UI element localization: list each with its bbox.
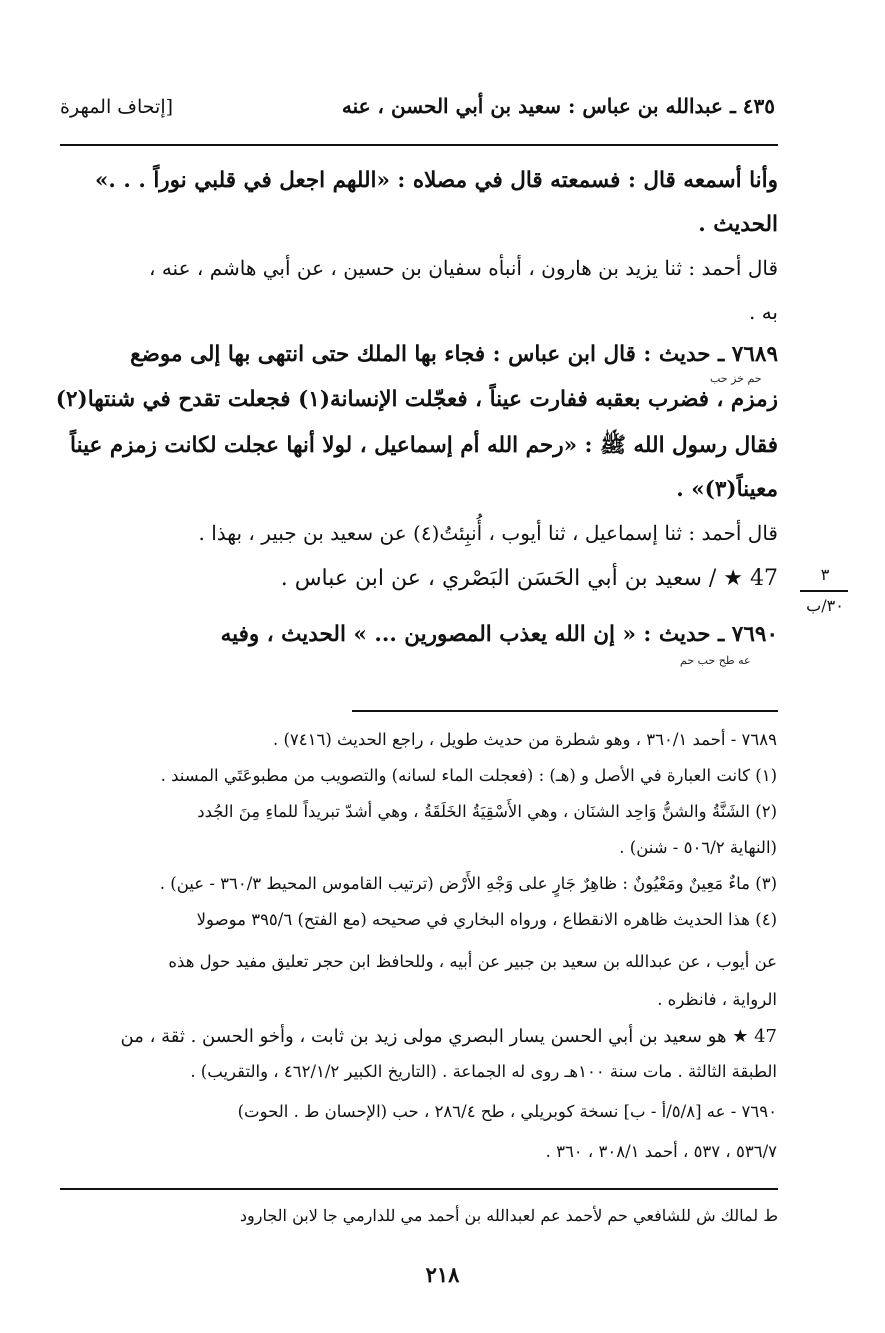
- abbreviation-legend: ط لمالك ش للشافعي حم لأحمد عم لعبدالله بن أحمد مي للدارمي جا لابن الجارود: [239, 1206, 778, 1225]
- main-text: [55, 0, 778, 700]
- footnote-line: ٧٦٩٠ - عه [٥/٨/أ - ب] نسخة كوبريلي ، طح ٢٨٦/٤ ، حب (الإحسان ط . الحوت): [237, 1102, 777, 1121]
- margin-note-bottom: ٣٠/ب: [806, 596, 844, 615]
- footnote-line: الطبقة الثالثة . مات سنة ١٠٠هـ روى له الجماعة . (التاريخ الكبير ٤٦٢/١/٢ ، والتقريب) .: [190, 1062, 777, 1081]
- running-header-title: ٤٣٥ ـ عبدالله بن عباس : سعيد بن أبي الحسن ، عنه: [341, 94, 775, 118]
- body-line: قال أحمد : ثنا يزيد بن هارون ، أنبأه سفيان بن حسين ، عن أبي هاشم ، عنه ،: [149, 256, 778, 280]
- body-line: قال أحمد : ثنا إسماعيل ، ثنا أيوب ، أُنبِئتُ(٤) عن سعيد بن جبير ، بهذا .: [198, 521, 778, 545]
- body-line: به .: [748, 300, 778, 324]
- footnote-line: الرواية ، فانظره .: [657, 990, 777, 1009]
- footnote-rule: [352, 710, 778, 712]
- source-mark: عه طح حب حم: [680, 654, 751, 667]
- body-line: معيناً(٣)» .: [676, 477, 778, 502]
- narrator-heading: 47 ★ / سعيد بن أبي الحَسَن البَصْري ، عن ابن عباس .: [280, 566, 778, 591]
- margin-note-top: ٣: [820, 565, 830, 584]
- footnote-line: (النهاية ٥٠٦/٢ - شنن) .: [619, 838, 777, 857]
- footnote-line: (٣) ماءٌ مَعِينٌ ومَعْيُونٌ : ظاهِرٌ جَارٍ على وَجْهِ الأَرْض (ترتيب القاموس المحيط ٣٦٠/٣ - عين) .: [159, 874, 777, 893]
- legend-rule: [60, 1188, 778, 1190]
- body-line: الحديث .: [698, 212, 778, 237]
- body-line: زمزم ، فضرب بعقبه ففارت عيناً ، فعجّلت الإنسانة(١) فجعلت تقدح في شنتها(٢): [55, 387, 778, 412]
- body-line: وأنا أسمعه قال : فسمعته قال في مصلاه : «اللهم اجعل في قلبي نوراً . . .»: [94, 168, 778, 193]
- page-number: ٢١٨: [425, 1262, 460, 1287]
- footnote-line: (٢) الشَنَّةُ والشنُّ وَاحِد الشنَان ، وهي الأَسْقِيَةُ الخَلَقَةُ ، وهي أشدّ تبريداً للماءِ مِنَ الجُدد: [197, 802, 777, 821]
- footnote-line: ٥٣٦/٧ ، ٥٣٧ ، أحمد ٣٠٨/١ ، ٣٦٠ .: [545, 1142, 777, 1161]
- hadith-7690-line: ٧٦٩٠ ـ حديث : « إن الله يعذب المصورين ... » الحديث ، وفيه: [220, 622, 778, 647]
- footnote-line: (١) كانت العبارة في الأصل و (هـ) : (فعجلت الماء لسانه) والتصويب من مطبوعَتَي المسند .: [160, 766, 777, 785]
- source-mark: حم خز حب: [710, 372, 762, 385]
- margin-note-rule: [800, 590, 848, 592]
- running-header-book: [إتحاف المهرة: [60, 96, 174, 118]
- footnote-line: ٧٦٨٩ - أحمد ٣٦٠/١ ، وهو شطرة من حديث طويل ، راجع الحديث (٧٤١٦) .: [272, 730, 777, 749]
- footnote-line: 47 ★ هو سعيد بن أبي الحسن يسار البصري مولى زيد بن ثابت ، وأخو الحسن . ثقة ، من: [120, 1026, 777, 1047]
- body-line: فقال رسول الله ﷺ : «رحم الله أم إسماعيل ، لولا أنها عجلت لكانت زمزم عيناً: [70, 433, 778, 458]
- footnote-line: (٤) هذا الحديث ظاهره الانقطاع ، ورواه البخاري في صحيحه (مع الفتح) ٣٩٥/٦ موصولا: [196, 910, 777, 929]
- footnote-line: عن أيوب ، عن عبدالله بن سعيد بن جبير عن أبيه ، وللحافظ ابن حجر تعليق مفيد حول هذه: [168, 952, 777, 971]
- hadith-7689-line: ٧٦٨٩ ـ حديث : قال ابن عباس : فجاء بها الملك حتى انتهى بها إلى موضع: [130, 342, 778, 367]
